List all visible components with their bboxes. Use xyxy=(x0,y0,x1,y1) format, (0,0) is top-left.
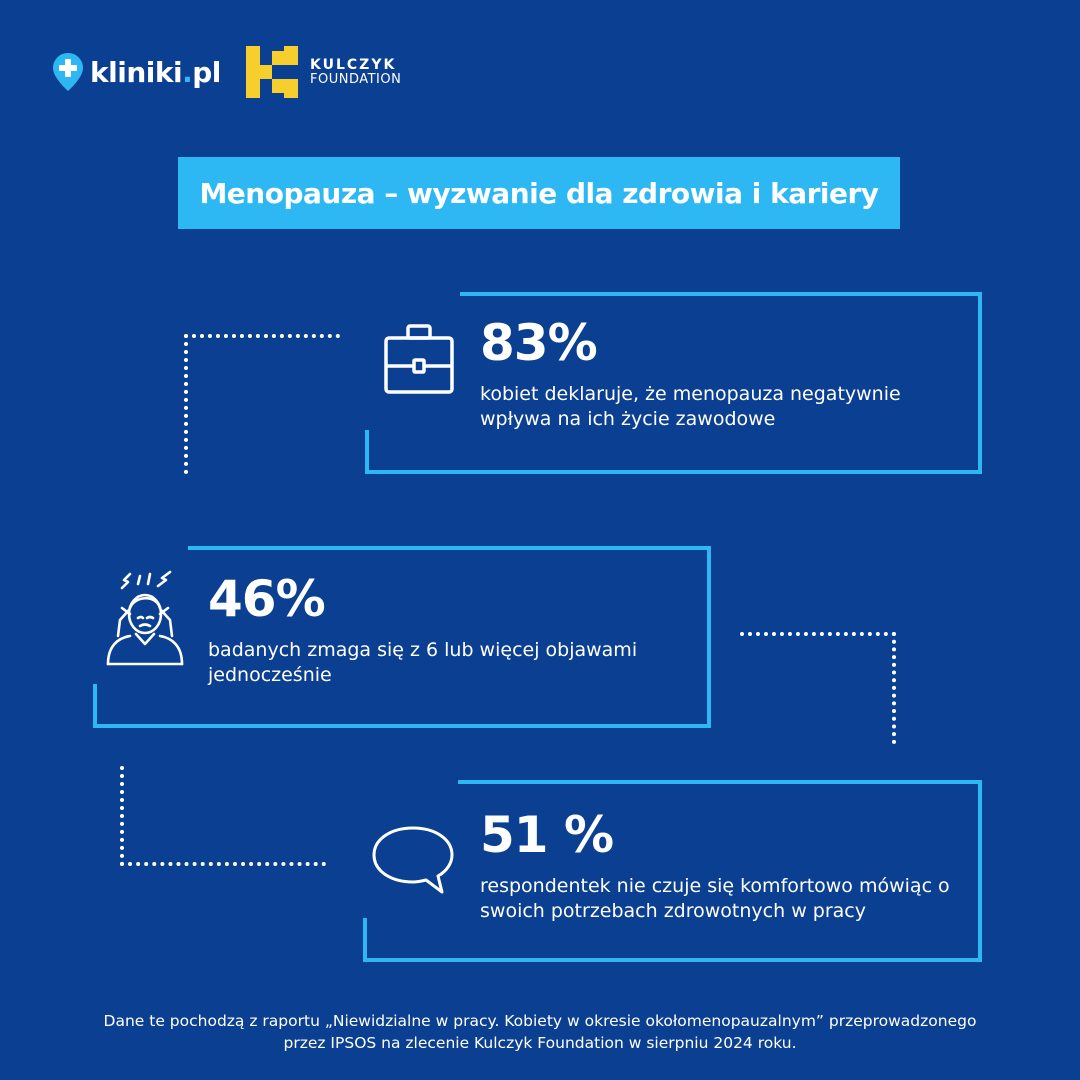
frame-line xyxy=(458,780,982,784)
stat-description xyxy=(480,874,950,923)
frame-line xyxy=(188,546,711,550)
dotted-connector xyxy=(740,632,896,636)
stat-value: 46% xyxy=(208,570,325,628)
dotted-connector xyxy=(120,862,326,866)
frame-line xyxy=(363,918,367,962)
stat-description-line: jednocześnie xyxy=(208,663,332,686)
dotted-connector xyxy=(184,334,340,338)
frame-line xyxy=(93,724,711,728)
stat-description-line: respondentek nie czuje się komfortowo mówiąc o xyxy=(480,875,950,897)
stressed-woman-icon xyxy=(100,570,190,670)
frame-line xyxy=(460,292,982,296)
kulczyk-foundation-logo xyxy=(246,46,401,98)
kliniki-logo xyxy=(52,52,221,92)
kulczyk-sub: FOUNDATION xyxy=(310,71,402,87)
dotted-connector xyxy=(184,334,188,474)
kliniki-pin-icon xyxy=(52,52,84,92)
kulczyk-k-icon xyxy=(246,46,298,98)
source-footnote xyxy=(40,1010,1040,1055)
speech-bubble-icon xyxy=(370,824,456,896)
page-title: Menopauza – wyzwanie dla zdrowia i kariery xyxy=(199,176,879,210)
briefcase-icon xyxy=(382,322,456,396)
stat-value: 83% xyxy=(480,314,597,372)
stat-description-line: wpływa na ich życie zawodowe xyxy=(480,407,776,430)
frame-line xyxy=(363,958,982,962)
frame-line xyxy=(707,546,711,728)
stat-value: 51 % xyxy=(480,806,614,864)
stat-description-line: badanych zmaga się z 6 lub więcej objawami xyxy=(208,639,638,661)
stat-description-line: kobiet deklaruje, że menopauza negatywnie xyxy=(480,383,901,405)
frame-line xyxy=(978,780,982,962)
footnote-line: przez IPSOS na zlecenie Kulczyk Foundation w sierpniu 2024 roku. xyxy=(283,1034,797,1053)
stat-description xyxy=(208,638,637,687)
stat-description-line: swoich potrzebach zdrowotnych w pracy xyxy=(480,899,866,922)
frame-line xyxy=(93,684,97,728)
stat-description xyxy=(480,382,901,431)
kliniki-wordmark: kliniki.pl xyxy=(90,55,221,89)
dotted-connector xyxy=(120,766,124,866)
frame-line xyxy=(978,292,982,474)
frame-line xyxy=(365,470,982,474)
footnote-line: Dane te pochodzą z raportu „Niewidzialne w pracy. Kobiety w okresie okołomenopauzalnym” przeprowadzonego xyxy=(103,1012,977,1030)
kulczyk-name: KULCZYK xyxy=(310,56,397,73)
frame-line xyxy=(365,430,369,474)
dotted-connector xyxy=(892,632,896,744)
title-banner xyxy=(178,157,900,229)
